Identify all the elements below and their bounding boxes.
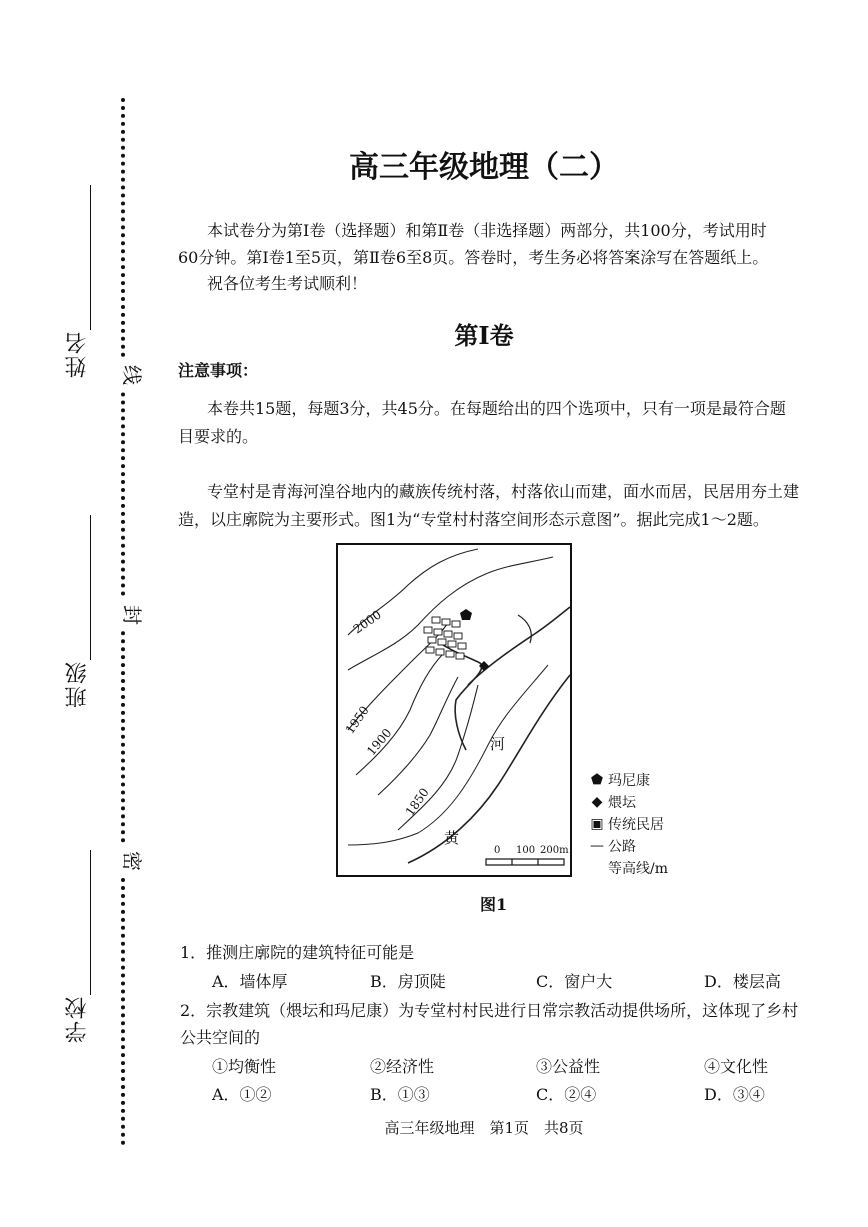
question-1-option-c[interactable]: C．窗户大: [536, 972, 613, 991]
class-label: 班级: [65, 660, 90, 708]
pentagon-icon: ⬟: [590, 772, 604, 788]
river-bank-lower: [408, 675, 570, 863]
intro-line-1: 本试卷分为第Ⅰ卷（选择题）和第Ⅱ卷（非选择题）两部分，共100分，考试用时: [207, 221, 767, 240]
figure-caption: 图1: [480, 895, 508, 914]
road-line-2: [518, 615, 531, 643]
legend-row-house: [586, 813, 668, 835]
question-2-option-a[interactable]: A．①②: [212, 1085, 272, 1104]
seal-char-feng: 封: [119, 600, 147, 629]
intro-line-3: 祝各位考生考试顺利！: [207, 274, 368, 293]
river-label-he: 河: [490, 735, 506, 753]
question-2-stem-line-1: 2．宗教建筑（煨坛和玛尼康）为专堂村村民进行日常宗教活动提供场所，这体现了乡村: [180, 1001, 799, 1020]
river-bank-mid: [348, 665, 548, 845]
contour-label-1850: 1850: [402, 785, 432, 819]
river-bank-upper: [468, 607, 570, 685]
legend-label: 煨坛: [608, 795, 636, 811]
village-map-figure: [336, 543, 572, 877]
passage-line-2: 造，以庄廓院为主要形式。图1为“专堂村村落空间形态示意图”。据此完成1～2题。: [178, 510, 769, 529]
question-2-option-c[interactable]: C．②④: [536, 1085, 597, 1104]
legend-row-road: [586, 835, 668, 857]
legend-label: 传统民居: [608, 817, 664, 833]
question-2-item-3: ③公益性: [536, 1057, 601, 1076]
scale-label-200m: 200m: [540, 845, 569, 856]
class-write-line[interactable]: [90, 515, 91, 660]
river-label-huang: 黄: [444, 829, 460, 847]
contour-label-2000: 2000: [350, 607, 384, 637]
map-legend: [586, 769, 668, 879]
question-2-item-1: ①均衡性: [212, 1057, 277, 1076]
question-2-item-4: ④文化性: [704, 1057, 769, 1076]
question-1-option-d[interactable]: D．楼层高: [704, 972, 781, 991]
seal-char-xian: 线: [119, 360, 147, 389]
notice-heading: 注意事项：: [178, 361, 259, 380]
section-title: 第Ⅰ卷: [454, 321, 514, 350]
passage-line-1: 专堂村是青海河湟谷地内的藏族传统村落，村落依山而建，面水而居，民居用夯土建: [207, 482, 800, 501]
question-2-option-d[interactable]: D．③④: [704, 1085, 765, 1104]
contour-label-1900: 1900: [364, 725, 395, 759]
name-label: 姓名: [65, 330, 90, 378]
house-icon: ▣: [590, 816, 604, 832]
school-label: 学校: [65, 995, 90, 1043]
question-2-stem-line-2: 公共空间的: [180, 1028, 261, 1047]
question-2-item-2: ②经济性: [370, 1057, 435, 1076]
notice-line-1: 本卷共15题，每题3分，共45分。在每题给出的四个选项中，只有一项是最符合题: [207, 399, 786, 418]
legend-row-mani: [586, 769, 668, 791]
contour-label-1950: 1950: [342, 703, 372, 737]
notice-line-2: 目要求的。: [178, 427, 259, 446]
scale-label-0: 0: [494, 845, 501, 856]
name-write-line[interactable]: [90, 185, 91, 330]
legend-label: 公路: [608, 839, 636, 855]
scale-label-100: 100: [516, 845, 536, 856]
legend-row-weitan: [586, 791, 668, 813]
mani-kang-marker: [460, 609, 472, 620]
diamond-icon: ◆: [591, 794, 603, 810]
village-houses: [424, 617, 466, 659]
question-1-option-a[interactable]: A．墙体厚: [212, 972, 288, 991]
seal-char-mi: 密: [119, 846, 147, 875]
page-footer: 高三年级地理 第1页 共8页: [384, 1119, 584, 1137]
legend-label: 玛尼康: [608, 773, 650, 789]
school-write-line[interactable]: [90, 850, 91, 995]
intro-line-2: 60分钟。第Ⅰ卷1至5页，第Ⅱ卷6至8页。答卷时，考生务必将答案涂写在答题纸上。: [178, 248, 769, 267]
legend-label: 等高线/m: [608, 861, 668, 877]
question-1-option-b[interactable]: B．房顶陡: [370, 972, 446, 991]
contour-map: [338, 545, 570, 875]
line-icon: —: [590, 838, 604, 854]
exam-title: 高三年级地理（二）: [349, 150, 619, 185]
scale-bar: [486, 859, 564, 865]
question-1-stem: 1．推测庄廓院的建筑特征可能是: [180, 943, 415, 962]
road-line: [443, 645, 482, 750]
question-2-option-b[interactable]: B．①③: [370, 1085, 430, 1104]
legend-row-contour: [586, 857, 668, 879]
